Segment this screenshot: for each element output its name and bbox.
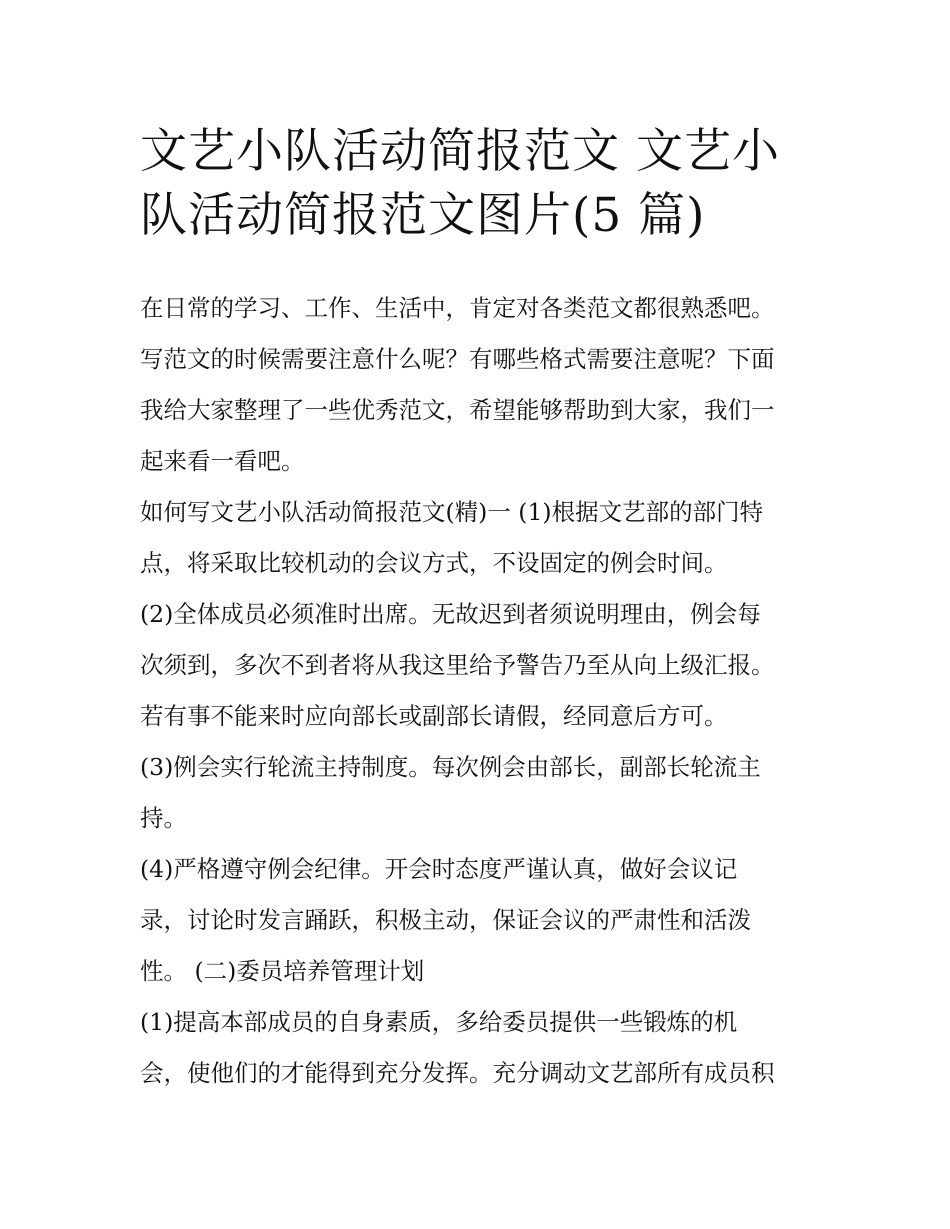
body-line: 起来看一看吧。 — [140, 447, 305, 475]
body-line: 性。 (二)委员培养管理计划 — [140, 957, 425, 985]
body-line: (2)全体成员必须准时出席。无故迟到者须说明理由，例会每 — [140, 600, 761, 628]
body-line: 如何写文艺小队活动简报范文(精)一 (1)根据文艺部的部门特 — [140, 498, 764, 526]
title-line: 队活动简报范文图片(5 篇) — [140, 188, 706, 243]
body-line: 我给大家整理了一些优秀范文，希望能够帮助到大家，我们一 — [140, 396, 775, 424]
body-line: 会，使他们的才能得到充分发挥。充分调动文艺部所有成员积 — [140, 1059, 775, 1087]
body-line: (1)提高本部成员的自身素质，多给委员提供一些锻炼的机 — [140, 1008, 738, 1036]
body-line: 在日常的学习、工作、生活中，肯定对各类范文都很熟悉吧。 — [140, 294, 775, 322]
body-line: (4)严格遵守例会纪律。开会时态度严谨认真，做好会议记 — [140, 855, 738, 883]
document-title — [140, 120, 820, 248]
body-line: (3)例会实行轮流主持制度。每次例会由部长，副部长轮流主 — [140, 753, 761, 781]
body-line: 点，将采取比较机动的会议方式，不设固定的例会时间。 — [140, 549, 728, 577]
body-line: 写范文的时候需要注意什么呢？有哪些格式需要注意呢？下面 — [140, 345, 775, 373]
body-line: 持。 — [140, 804, 187, 832]
title-line: 文艺小队活动简报范文 文艺小 — [140, 124, 780, 179]
body-line: 若有事不能来时应向部长或副部长请假，经同意后方可。 — [140, 702, 728, 730]
body-line: 录，讨论时发言踊跃，积极主动，保证会议的严肃性和活泼 — [140, 906, 751, 934]
body-line: 次须到，多次不到者将从我这里给予警告乃至从向上级汇报。 — [140, 651, 775, 679]
